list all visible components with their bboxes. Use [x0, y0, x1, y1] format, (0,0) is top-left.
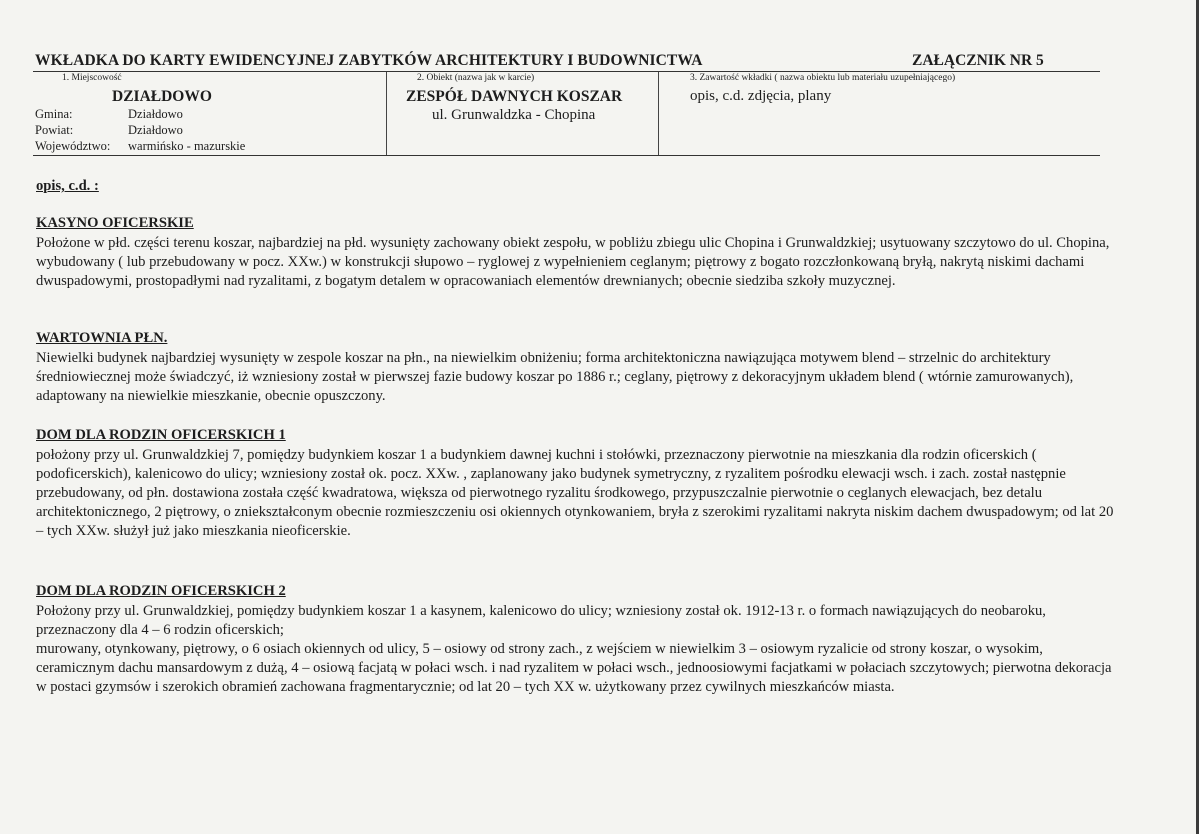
table-top-border: [33, 71, 1100, 72]
table-bottom-border: [33, 155, 1100, 156]
object-value: ZESPÓŁ DAWNYCH KOSZAR: [406, 88, 623, 105]
table-column-divider: [658, 72, 659, 155]
paragraph: Położony przy ul. Grunwaldzkiej, pomiędzy budynkiem koszar 1 a kasynem, kalenicowo do ulicy; wzniesiony został ok. 1912-13 r. o formach nawiązujących do neobaroku, przeznaczony dla 4 – 6 rodzin oficerskich;: [36, 603, 1046, 638]
annex-label: ZAŁĄCZNIK NR 5: [912, 52, 1044, 69]
section-body: [36, 602, 1121, 697]
gmina-label: Gmina:: [35, 107, 73, 121]
voivodeship-value: warmińsko - mazurskie: [128, 139, 246, 153]
paragraph: Położone w płd. części terenu koszar, najbardziej na płd. wysunięty zachowany obiekt zespołu, w pobliżu zbiegu ulic Chopina i Grunwaldzkiej; usytuowany szczytowo do ul. Chopina, wybudowany ( lub przebudowany w pocz. XXw.) w konstrukcji słupowo – ryglowej z wypełnieniem ceglanym; piętrowy z bogato rozczłonkowaną bryłą, nakrytą niskimi dachami dwuspadowymi, prostopadłymi nad ryzalitami, z bogatym detalem w opracowaniach elementów drewnianych; obecnie siedziba szkoły muzycznej.: [36, 235, 1110, 289]
page-title: WKŁADKA DO KARTY EWIDENCYJNEJ ZABYTKÓW ARCHITEKTURY I BUDOWNICTWA: [35, 52, 703, 69]
paragraph: Niewielki budynek najbardziej wysunięty w zespole koszar na płn., na niewielkim obniżeniu; forma architektoniczna nawiązująca motywem blend – strzelnic do architektury średniowiecznej może świadczyć, iż wzniesiony został w pierwszej fazie budowy koszar po 1886 r.; ceglany, piętrowy z dekoracyjnym układem blend ( wtórnie zamurowanych), adaptowany na niewielkie mieszkanie, obecnie opuszczony.: [36, 350, 1074, 404]
section-heading: DOM DLA RODZIN OFICERSKICH 1: [36, 427, 286, 443]
contents-value: opis, c.d. zdjęcia, plany: [690, 88, 832, 104]
voivodeship-label: Województwo:: [35, 139, 111, 153]
section-body: [36, 234, 1121, 291]
section-heading: KASYNO OFICERSKIE: [36, 215, 194, 231]
powiat-value: Działdowo: [128, 123, 183, 137]
object-header: 2. Obiekt (nazwa jak w karcie): [417, 73, 535, 83]
powiat-label: Powiat:: [35, 123, 74, 137]
gmina-value: Działdowo: [128, 107, 183, 121]
contents-header: 3. Zawartość wkładki ( nazwa obiektu lub materiału uzupełniającego): [690, 73, 956, 83]
locality-header: 1. Miejscowość: [62, 73, 122, 83]
section-label: opis, c.d. :: [36, 178, 99, 194]
section-body: [36, 349, 1121, 406]
object-address: ul. Grunwaldzka - Chopina: [432, 107, 596, 123]
paragraph: położony przy ul. Grunwaldzkiej 7, pomiędzy budynkiem koszar 1 a budynkiem dawnej kuchni i stołówki, przeznaczony pierwotnie na mieszkania dla rodzin oficerskich ( podoficerskich), kalenicowo do ulicy; wzniesiony został ok. pocz. XXw. , zaplanowany jako budynek symetryczny, z ryzalitem pośrodku elewacji wsch. i zach. został następnie przebudowany, od płn. dostawiona została część kwadratowa, większa od pierwotnego ryzalitu środkowego, przypuszczalnie pierwotnie o ceglanych elewacjach, bez detalu architektonicznego, 2 piętrowy, o zniekształconym obecnie rozmieszczeniu osi okiennych otynkowaniem, bryła z szerokimi ryzalitami nakryta niskim dachem dwuspadowym; od lat 20 – tych XXw. służył już jako mieszkania nieoficerskie.: [36, 447, 1114, 539]
locality-value: DZIAŁDOWO: [112, 88, 212, 105]
paragraph: murowany, otynkowany, piętrowy, o 6 osiach okiennych od ulicy, 5 – osiowy od strony zach., z wejściem w niewielkim 3 – osiowym ryzalicie od strony koszar, o wysokim, ceramicznym dachu mansardowym z dużą, 4 – osiową facjatą w połaci wsch. i nad ryzalitem w połaci wsch., jednoosiowymi facjatkami w połaciach szczytowych; pierwotna dekoracja w postaci gzymsów i szerokich obramień zachowana fragmentarycznie; od lat 20 – tych XX w. użytkowany przez cywilnych mieszkańców miasta.: [36, 641, 1112, 695]
table-column-divider: [386, 72, 387, 155]
section-heading: WARTOWNIA PŁN.: [36, 330, 168, 346]
section-body: [36, 446, 1121, 541]
section-heading: DOM DLA RODZIN OFICERSKICH 2: [36, 583, 286, 599]
